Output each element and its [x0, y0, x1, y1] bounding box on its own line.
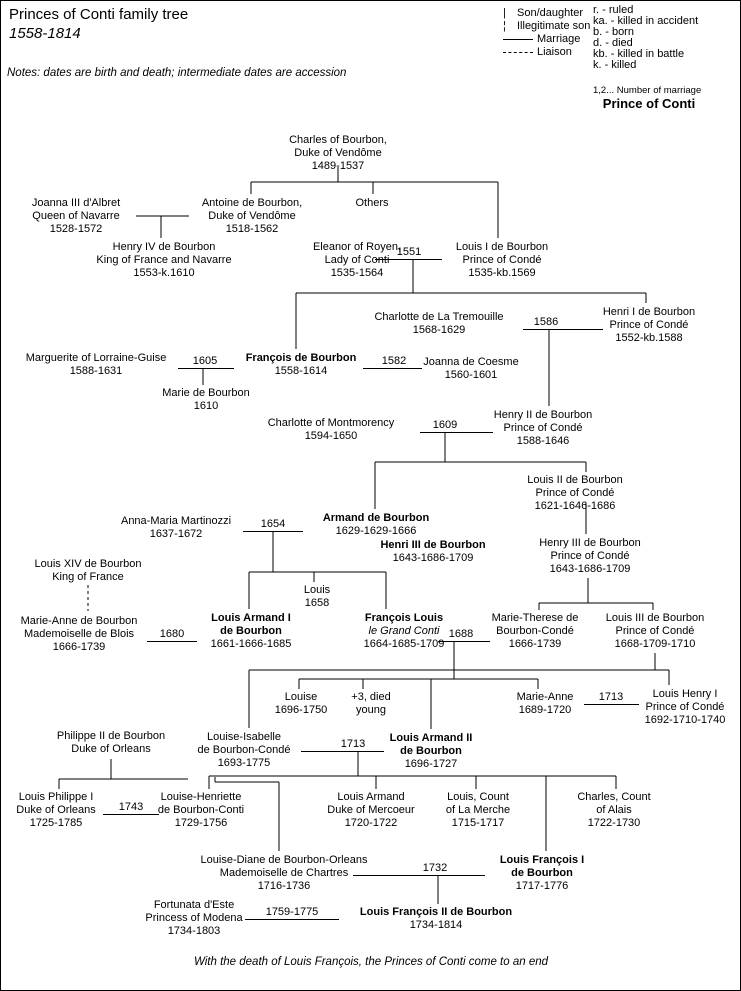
person-text-line: Louis III de Bourbon [605, 612, 705, 624]
person-text-line: Henry II de Bourbon [493, 409, 593, 421]
person-text-line: Louis, Count [447, 791, 509, 803]
marriage-year-label: 1759-1775 [265, 906, 319, 918]
person-louis-i [456, 241, 548, 280]
marriage-line [245, 919, 339, 920]
person-marguerite-of-lorraine-guise [26, 352, 167, 378]
person-text-line: 1637-1672 [149, 528, 203, 540]
marriage-year-label: 1680 [159, 628, 185, 640]
illegitimate-son-line-icon: ¦ [503, 20, 506, 32]
person-text-line: 1518-1562 [225, 223, 279, 235]
person-text-line: 1693-1775 [217, 757, 271, 769]
marriage-line [438, 641, 490, 642]
person-text-line: Henri I de Bourbon [602, 306, 696, 318]
abbrev-killed: k. - killed [593, 59, 637, 71]
person-text-line: 1553-k.1610 [133, 267, 195, 279]
person-text-line: Anna-Maria Martinozzi [120, 515, 232, 527]
person-text-line: 1568-1629 [412, 324, 466, 336]
person-text-line: Louis François II de Bourbon [359, 906, 513, 918]
person-text-line: François de Bourbon [245, 352, 357, 364]
person-text-line: Charlotte de La Tremouille [374, 311, 504, 323]
person-text-line: Marie de Bourbon [162, 387, 250, 399]
person-text-line: Louis Armand II [389, 732, 473, 744]
person-text-line: 1588-1646 [516, 435, 570, 447]
person-text-line: Louise-Diane de Bourbon-Orleans [200, 854, 368, 866]
person-text-line: Charles of Bourbon, [289, 134, 387, 146]
person-louise-1696 [275, 691, 328, 717]
person-henry-ii [494, 409, 592, 448]
person-text-line: Prince of Condé [550, 550, 630, 562]
person-henry-iii-de-bourbon-conde [539, 537, 641, 576]
person-louis-armand-mercoeur [327, 791, 414, 830]
person-louis-philippe-i [16, 791, 95, 830]
marriage-year-label: 1654 [260, 518, 286, 530]
person-text-line: Louise-Henriette [160, 791, 242, 803]
person-text-line: 1528-1572 [49, 223, 103, 235]
person-text-line: young [356, 704, 386, 716]
person-louis-iii [606, 612, 704, 651]
person-text-line: 1722-1730 [587, 817, 641, 829]
person-charlotte-of-montmorency [268, 417, 395, 443]
person-text-line: Prince of Condé [609, 319, 689, 331]
person-text-line: 1666-1739 [508, 638, 562, 650]
person-text-line: de Bourbon [511, 867, 573, 879]
marriage-year-label: 1586 [533, 316, 559, 328]
footer-note: With the death of Louis François, the Princes of Conti come to an end [193, 956, 549, 968]
marriage-year-label: 1605 [192, 355, 218, 367]
person-text-line: Antoine de Bourbon, [201, 197, 303, 209]
abbrev-born: b. - born [593, 26, 634, 38]
legend-label: Liaison [537, 46, 572, 58]
person-text-line: Prince of Condé [462, 254, 542, 266]
abbrev-ruled: r. - ruled [593, 4, 634, 16]
marriage-number-note: 1,2... Number of marriage [593, 85, 702, 96]
person-marie-anne-de-bourbon [21, 615, 138, 654]
marriage-year-label: 1713 [340, 738, 366, 750]
person-antoine-de-bourbon [202, 197, 302, 236]
person-text-line: Philippe II de Bourbon [56, 730, 166, 742]
person-armand-de-bourbon [323, 512, 429, 538]
legend-label: Son/daughter [517, 7, 584, 19]
person-text-line: 1621-1646-1686 [534, 500, 616, 512]
person-text-line: of La Merche [445, 804, 511, 816]
person-marie-de-bourbon [162, 387, 249, 413]
person-text-line: Louis [303, 584, 331, 596]
person-text-line: King of France and Navarre [96, 254, 232, 266]
person-henry-iv [96, 241, 231, 280]
person-text-line: Mademoiselle de Chartres [219, 867, 349, 879]
person-text-line: Louis Armand [337, 791, 405, 803]
legend-label: Marriage [537, 33, 581, 45]
marriage-year-label: 1688 [448, 628, 474, 640]
marriage-line [301, 751, 384, 752]
person-text-line: 1696-1750 [274, 704, 328, 716]
page-subtitle: 1558-1814 [9, 25, 81, 42]
person-text-line: Louis I de Bourbon [455, 241, 549, 253]
person-text-line: Marie-Therese de [491, 612, 579, 624]
person-henri-i [603, 306, 695, 345]
person-text-line: 1658 [304, 597, 330, 609]
abbrev-killed-battle: kb. - killed in battle [593, 48, 685, 60]
person-text-line: 1661-1666-1685 [210, 638, 292, 650]
page-title: Princes of Conti family tree [9, 6, 189, 23]
person-text-line: François Louis [364, 612, 444, 624]
marriage-line [363, 368, 422, 369]
person-charles-alais [577, 791, 650, 830]
person-text-line: 1734-1803 [167, 925, 221, 937]
person-louis-xiv [34, 558, 141, 584]
legend-label: Illegitimate son [517, 20, 591, 32]
person-francois-louis [364, 612, 445, 651]
person-text-line: 1588-1631 [69, 365, 123, 377]
person-text-line: Duke of Vendôme [208, 210, 296, 222]
person-eleanor-of-royen [313, 241, 401, 280]
person-text-line: 1629-1629-1666 [335, 525, 417, 537]
person-louis-francois-i [500, 854, 584, 893]
bold-meaning-label: Prince of Conti [602, 96, 696, 111]
marriage-year-label: 1732 [422, 862, 448, 874]
person-marie-therese [492, 612, 579, 651]
person-text-line: Marie-Anne de Bourbon [20, 615, 138, 627]
person-philippe-ii [57, 730, 165, 756]
person-louis-1658 [304, 584, 330, 610]
person-text-line: Prince of Condé [615, 625, 695, 637]
person-text-line: Joanna III d'Albret [31, 197, 121, 209]
person-text-line: Louis Armand I [211, 612, 291, 624]
person-anna-maria-martinozzi [121, 515, 231, 541]
marriage-year-label: 1609 [432, 419, 458, 431]
person-text-line: 1696-1727 [404, 758, 458, 770]
person-francois-de-bourbon [246, 352, 357, 378]
person-text-line: 1717-1776 [515, 880, 569, 892]
person-text-line: 1720-1722 [344, 817, 398, 829]
person-text-line: Duke of Vendôme [294, 147, 382, 159]
person-text-line: Marguerite of Lorraine-Guise [25, 352, 167, 364]
person-text-line: Eleanor of Royen, [312, 241, 402, 253]
marriage-year-label: 1743 [118, 801, 144, 813]
person-text-line: Princess of Modena [145, 912, 243, 924]
person-text-line: le Grand Conti [368, 625, 440, 637]
person-text-line: Louis François I [499, 854, 585, 866]
person-others [355, 197, 388, 210]
person-text-line: Henri III de Bourbon [380, 539, 486, 551]
person-text-line: Queen of Navarre [32, 210, 120, 222]
marriage-line [243, 531, 303, 532]
person-text-line: Louis II de Bourbon [527, 474, 623, 486]
person-text-line: 1643-1686-1709 [392, 552, 474, 564]
person-text-line: Henry IV de Bourbon [112, 241, 216, 253]
person-text-line: 1716-1736 [257, 880, 311, 892]
person-text-line: Fortunata d'Este [153, 899, 235, 911]
son-daughter-line-icon: | [503, 7, 506, 19]
person-text-line: 1689-1720 [518, 704, 572, 716]
person-text-line: Others [355, 197, 389, 209]
person-text-line: 1594-1650 [304, 430, 358, 442]
person-louise-diane [201, 854, 368, 893]
person-text-line: 1552-kb.1588 [615, 332, 683, 344]
marriage-line [523, 329, 603, 330]
person-louis-armand-ii [390, 732, 473, 771]
person-text-line: 1610 [193, 400, 219, 412]
abbrev-killed-accident: ka. - killed in accident [593, 15, 699, 27]
person-text-line: de Bourbon [400, 745, 462, 757]
person-text-line: Armand de Bourbon [322, 512, 430, 524]
person-joanna-iii-dalbret [32, 197, 120, 236]
marriage-line [375, 259, 442, 260]
person-text-line: Duke of Orleans [16, 804, 96, 816]
person-charles-of-bourbon [289, 134, 387, 173]
person-text-line: of Alais [596, 804, 632, 816]
person-text-line: Louis Henry I [652, 688, 718, 700]
person-text-line: Prince of Condé [535, 487, 615, 499]
person-text-line: Louis XIV de Bourbon [34, 558, 142, 570]
person-text-line: Prince of Condé [503, 422, 583, 434]
marriage-line [103, 814, 159, 815]
person-text-line: de Bourbon-Conti [157, 804, 245, 816]
person-louis-francois-ii [360, 906, 512, 932]
person-text-line: 1692-1710-1740 [644, 714, 726, 726]
person-text-line: 1535-kb.1569 [468, 267, 536, 279]
person-text-line: 1668-1709-1710 [614, 638, 696, 650]
person-text-line: Duke of Mercoeur [327, 804, 415, 816]
person-joanna-de-coesme [423, 356, 518, 382]
person-fortunata-deste [145, 899, 242, 938]
person-text-line: 1664-1685-1709 [363, 638, 445, 650]
person-louis-henry-i [645, 688, 726, 727]
person-louis-la-merche [446, 791, 510, 830]
person-text-line: de Bourbon [220, 625, 282, 637]
abbrev-died: d. - died [593, 37, 633, 49]
person-text-line: 1489-1537 [311, 160, 365, 172]
person-marie-anne-1689 [517, 691, 574, 717]
person-text-line: Bourbon-Condé [496, 625, 574, 637]
person-louise-isabelle [198, 731, 291, 770]
person-text-line: 1535-1564 [330, 267, 384, 279]
person-text-line: +3, died [351, 691, 391, 703]
person-text-line: King of France [52, 571, 124, 583]
person-text-line: 1666-1739 [52, 641, 106, 653]
person-text-line: Prince of Condé [645, 701, 725, 713]
person-charlotte-de-la-tremouille [374, 311, 503, 337]
person-text-line: Louise-Isabelle [207, 731, 281, 743]
person-text-line: Louis Philippe I [18, 791, 94, 803]
marriage-line [178, 368, 234, 369]
person-text-line: Charlotte of Montmorency [267, 417, 395, 429]
person-text-line: 1734-1814 [409, 919, 463, 931]
person-text-line: Marie-Anne [516, 691, 574, 703]
person-louise-henriette [158, 791, 244, 830]
person-text-line: Louise [284, 691, 318, 703]
marriage-year-label: 1551 [396, 246, 422, 258]
marriage-year-label: 1582 [381, 355, 407, 367]
person-text-line: de Bourbon-Condé [197, 744, 291, 756]
person-text-line: 1725-1785 [29, 817, 83, 829]
person-text-line: 1560-1601 [444, 369, 498, 381]
person-text-line: Duke of Orleans [71, 743, 151, 755]
person-text-line: 1558-1614 [274, 365, 328, 377]
person-text-line: Mademoiselle de Blois [23, 628, 135, 640]
person-text-line: 1643-1686-1709 [549, 563, 631, 575]
notes-text: Notes: dates are birth and death; intermediate dates are accession [7, 67, 347, 79]
marriage-line [147, 641, 197, 642]
marriage-line [420, 432, 493, 433]
marriage-line [353, 875, 485, 876]
person-plus-3-died-young [351, 691, 390, 717]
person-text-line: Joanna de Coesme [423, 356, 519, 368]
marriage-year-label: 1713 [598, 691, 624, 703]
person-henri-iii-de-bourbon-conti [380, 539, 485, 565]
person-louis-ii [527, 474, 622, 513]
person-text-line: 1729-1756 [174, 817, 228, 829]
marriage-line [584, 704, 639, 705]
person-louis-armand-i [211, 612, 292, 651]
person-text-line: 1715-1717 [451, 817, 505, 829]
person-text-line: Lady of Conti [324, 254, 390, 266]
person-text-line: Charles, Count [577, 791, 651, 803]
person-text-line: Henry III de Bourbon [539, 537, 641, 549]
